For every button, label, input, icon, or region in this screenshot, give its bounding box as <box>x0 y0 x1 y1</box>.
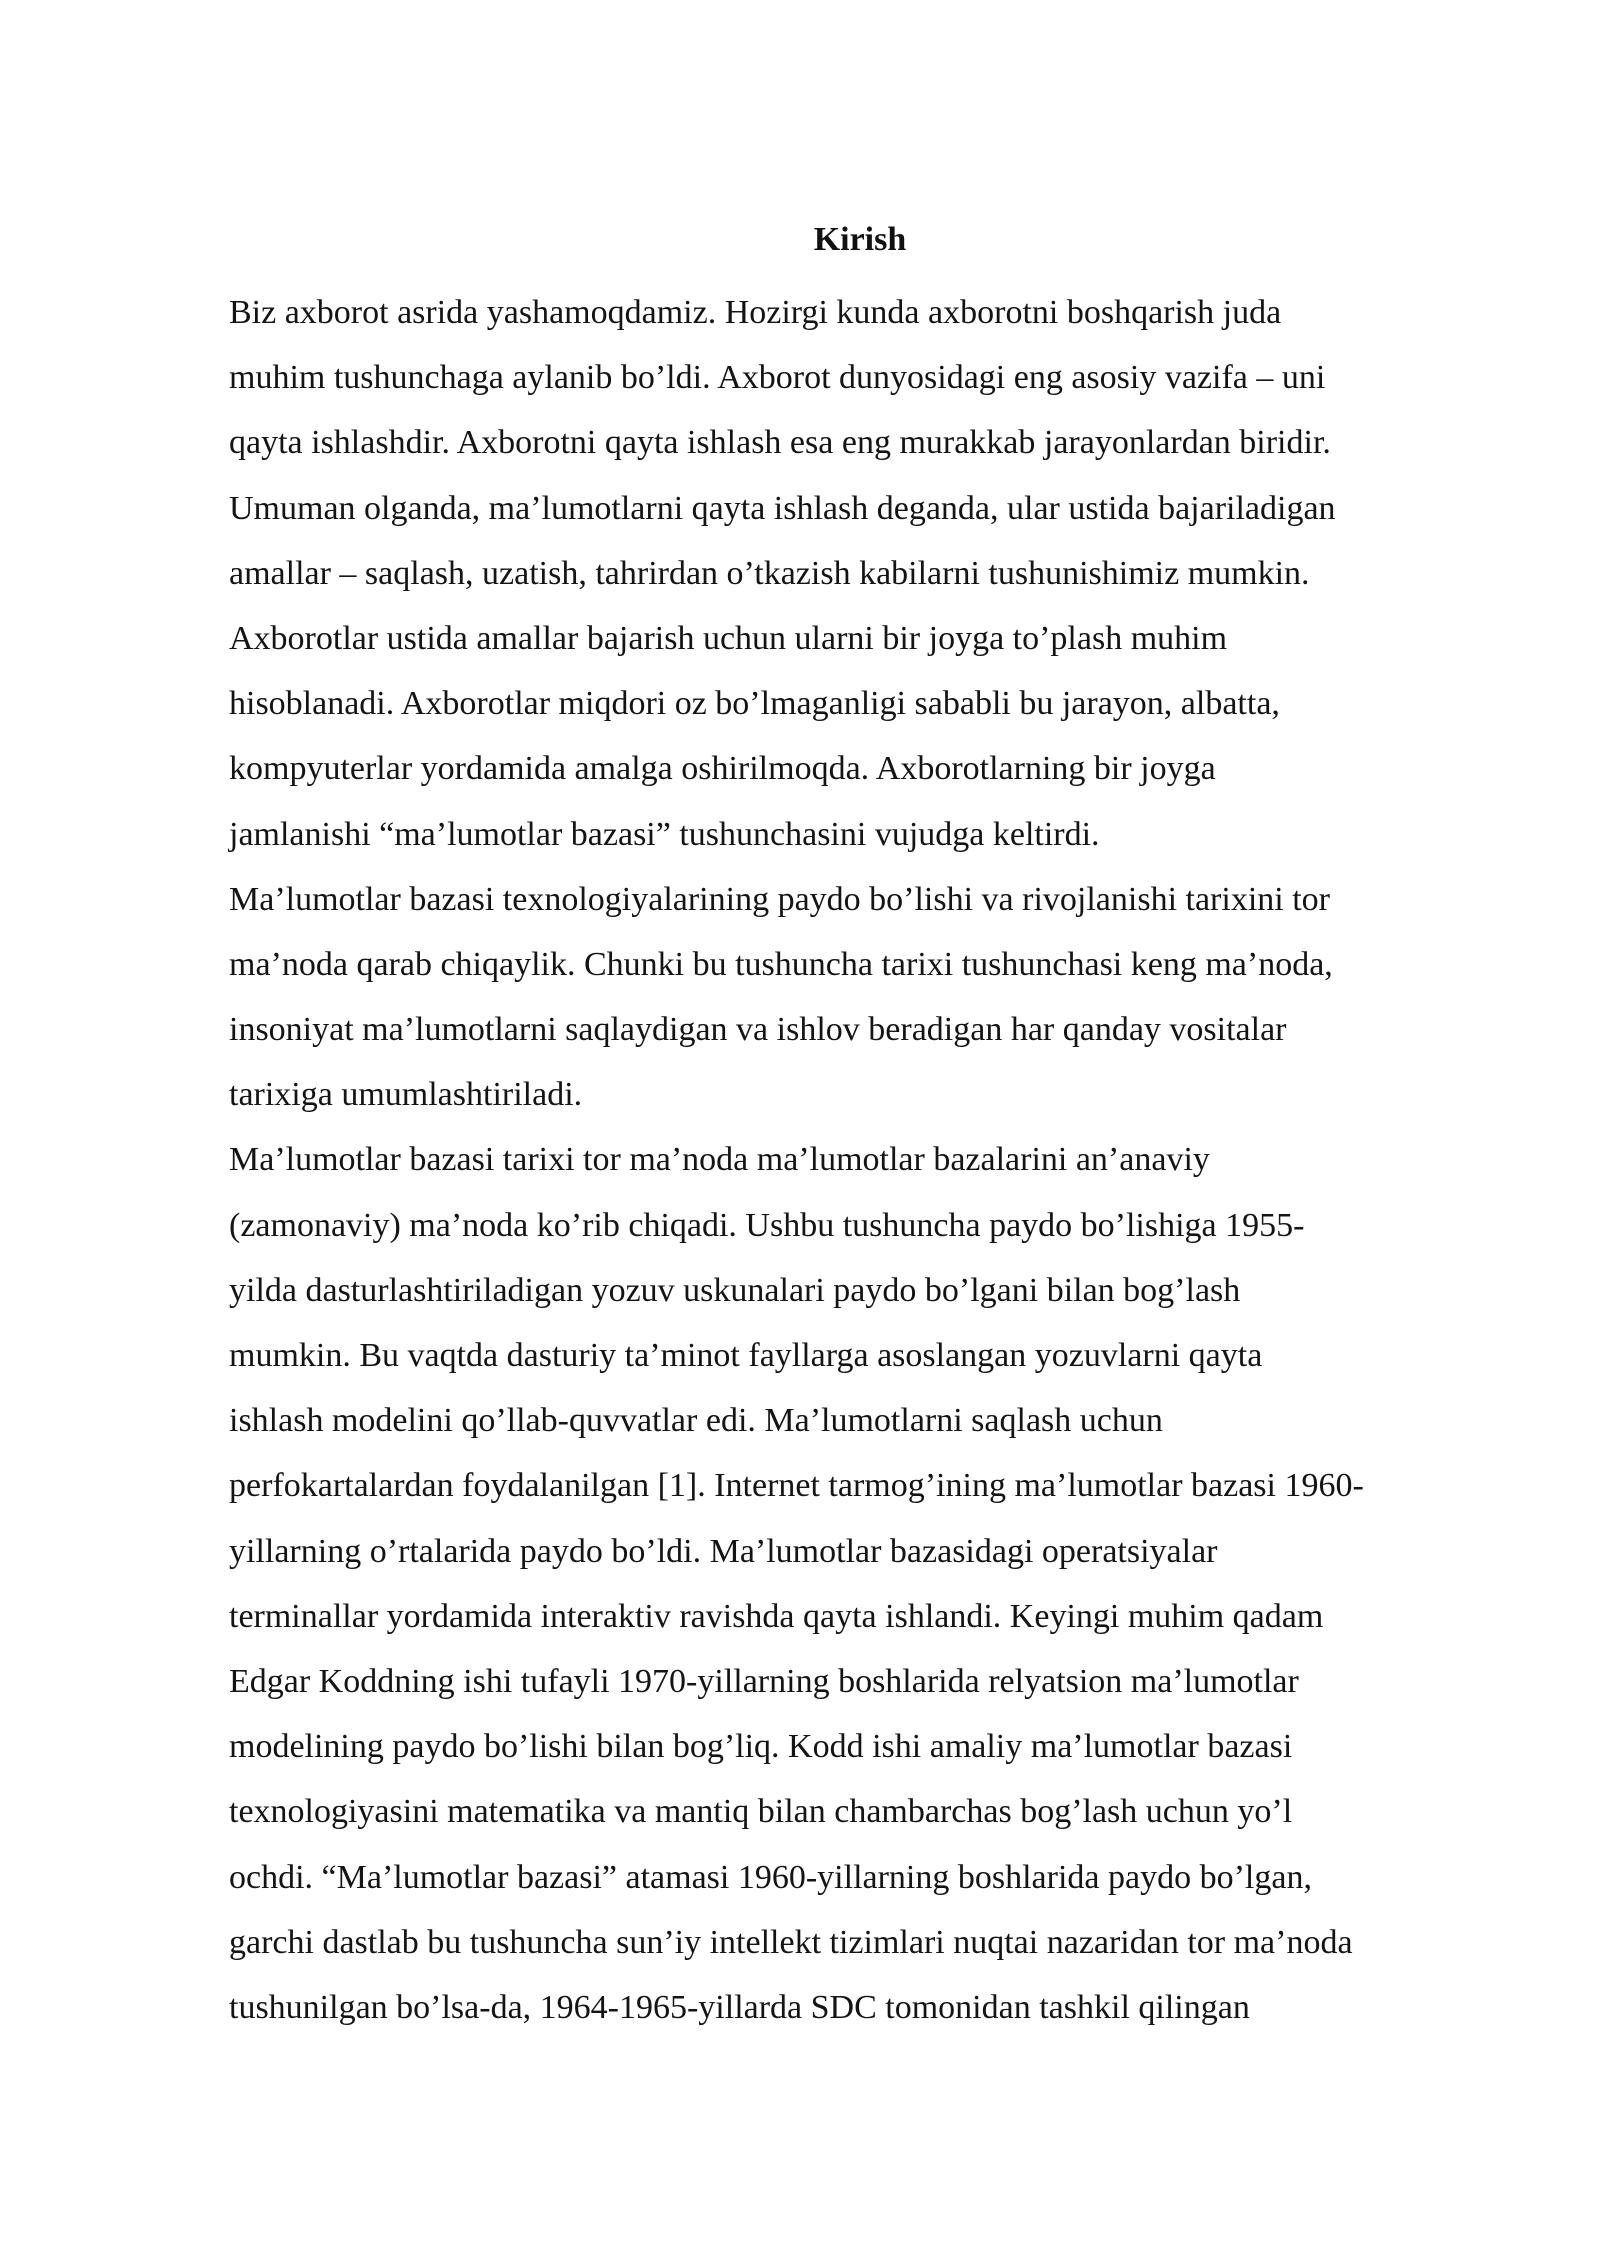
text-line: qayta ishlashdir. Axborotni qayta ishlash esa eng murakkab jarayonlardan biridir. <box>229 424 1331 462</box>
text-line: tushunilgan bo’lsa-da, 1964-1965-yillarda SDC tomonidan tashkil qilingan <box>229 1988 1250 2026</box>
text-line: Ma’lumotlar bazasi texnologiyalarining paydo bo’lishi va rivojlanishi tarixini tor <box>229 880 1330 918</box>
text-line: (zamonaviy) ma’noda ko’rib chiqadi. Ushbu tushuncha paydo bo’lishiga 1955- <box>229 1206 1305 1244</box>
body-text <box>229 280 1529 2040</box>
text-line: ma’noda qarab chiqaylik. Chunki bu tushuncha tarixi tushunchasi keng ma’noda, <box>229 945 1333 983</box>
text-line: insoniyat ma’lumotlarni saqlaydigan va ishlov beradigan har qanday vositalar <box>229 1011 1287 1049</box>
text-line: Biz axborot asrida yashamoqdamiz. Hozirgi kunda axborotni boshqarish juda <box>229 294 1282 331</box>
text-line: ochdi. “Ma’lumotlar bazasi” atamasi 1960-yillarning boshlarida paydo bo’lgan, <box>229 1858 1312 1896</box>
text-line: kompyuterlar yordamida amalga oshirilmoqda. Axborotlarning bir joyga <box>229 750 1216 788</box>
text-line: garchi dastlab bu tushuncha sun’iy intellekt tizimlari nuqtai nazaridan tor ma’noda <box>229 1923 1353 1961</box>
text-line: Ma’lumotlar bazasi tarixi tor ma’noda ma’lumotlar bazalarini an’anaviy <box>229 1141 1210 1179</box>
text-line: Umuman olganda, ma’lumotlarni qayta ishlash deganda, ular ustida bajariladigan <box>229 489 1336 527</box>
text-line: texnologiyasini matematika va mantiq bilan chambarchas bog’lash uchun yo’l <box>229 1793 1293 1831</box>
text-line: Edgar Koddning ishi tufayli 1970-yillarning boshlarida relyatsion ma’lumotlar <box>229 1662 1299 1700</box>
text-line: tarixiga umumlashtiriladi. <box>229 1076 583 1114</box>
text-line: terminallar yordamida interaktiv ravishda qayta ishlandi. Keyingi muhim qadam <box>229 1597 1324 1635</box>
text-line: yillarning o’rtalarida paydo bo’ldi. Ma’lumotlar bazasidagi operatsiyalar <box>229 1532 1218 1570</box>
text-line: perfokartalardan foydalanilgan [1]. Internet tarmog’ining ma’lumotlar bazasi 1960- <box>229 1467 1364 1505</box>
text-line: ishlash modelini qo’llab-quvvatlar edi. Ma’lumotlarni saqlash uchun <box>229 1402 1163 1440</box>
page-title: Kirish <box>813 221 907 258</box>
text-line: jamlanishi “ma’lumotlar bazasi” tushunchasini vujudga keltirdi. <box>229 815 1100 853</box>
text-line: yilda dasturlashtiriladigan yozuv uskunalari paydo bo’lgani bilan bog’lash <box>229 1271 1241 1309</box>
text-line: amallar – saqlash, uzatish, tahrirdan o’tkazish kabilarni tushunishimiz mumkin. <box>229 554 1310 592</box>
text-line: Axborotlar ustida amallar bajarish uchun ularni bir joyga to’plash muhim <box>229 619 1228 657</box>
text-line: mumkin. Bu vaqtda dasturiy ta’minot fayllarga asoslangan yozuvlarni qayta <box>229 1337 1263 1374</box>
text-line: muhim tushunchaga aylanib bo’ldi. Axborot dunyosidagi eng asosiy vazifa – uni <box>229 359 1326 397</box>
text-line: hisoblanadi. Axborotlar miqdori oz bo’lmaganligi sababli bu jarayon, albatta, <box>229 685 1280 723</box>
text-line: modelining paydo bo’lishi bilan bog’liq. Kodd ishi amaliy ma’lumotlar bazasi <box>229 1728 1293 1766</box>
